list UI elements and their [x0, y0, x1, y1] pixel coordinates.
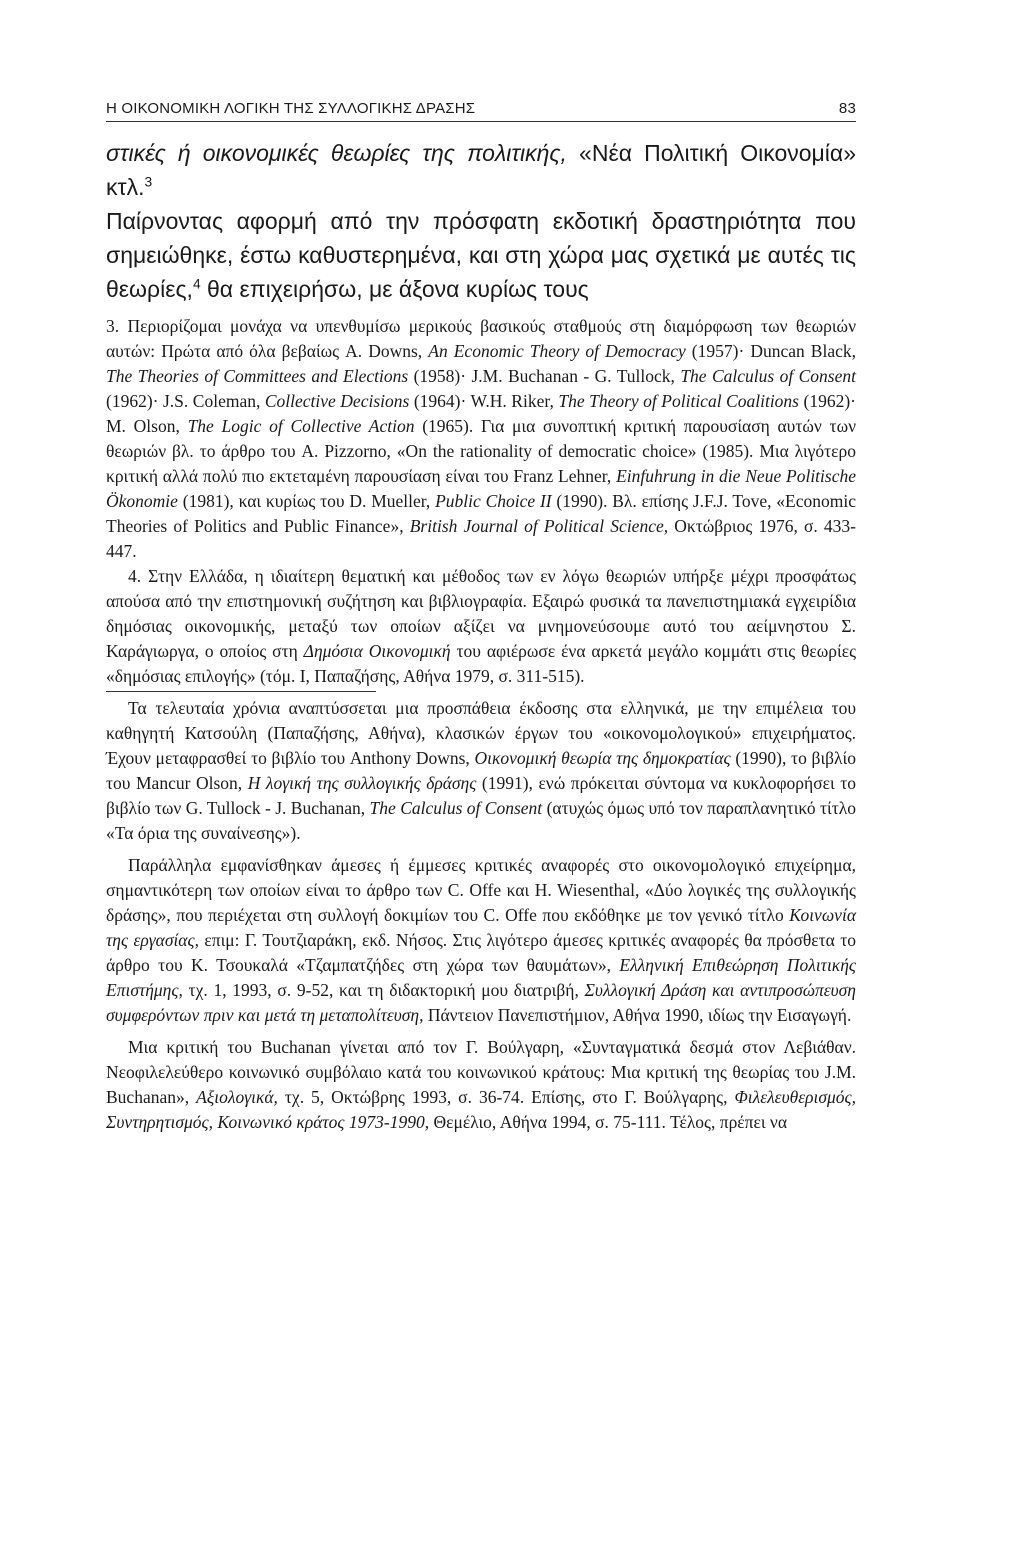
- italic-title-run: The Logic of Collective Action: [187, 416, 415, 436]
- running-head: [106, 100, 856, 122]
- footnote-3: [106, 314, 856, 564]
- italic-title-run: Collective Decisions: [264, 391, 410, 411]
- page-number: 83: [838, 100, 856, 117]
- main-p2-b: θα επιχειρήσω, με άξονα κυρίως τους: [200, 276, 589, 302]
- main-p1-italic: στικές ή οικονομικές θεωρίες της πολιτικής,: [106, 140, 567, 166]
- text-run: (1981), και κυρίως του D. Mueller,: [177, 491, 436, 511]
- text-run: (1965). Για μια συνοπτική κριτική παρουσίαση αυτών των θεωριών βλ. το άρθρο του A. Pizzorno, «On the rationality of democratic choice» (1985). Μια λιγότερο κριτική αλλά πολύ πιο εκτεταμένη παρουσίαση είναι του Franz Lehner,: [106, 416, 856, 486]
- text-run: (1962)· J.S. Coleman,: [106, 391, 265, 411]
- main-text: [106, 136, 856, 306]
- text-run: (1957)· Duncan Black,: [685, 341, 856, 361]
- text-run: (1964)· W.H. Riker,: [409, 391, 559, 411]
- italic-title-run: Αξιολογικά,: [196, 1087, 278, 1107]
- text-run: (ατυχώς όμως υπό τον παραπλανητικό τίτλο «Τα όρια της συναίνεσης»).: [106, 798, 856, 843]
- text-run: (1990), το βιβλίο του Mancur Olson,: [106, 748, 856, 793]
- text-run: (1962)· M. Olson,: [106, 391, 856, 436]
- footnote-critiques: [106, 853, 856, 1028]
- text-run: (1958)· J.M. Buchanan - G. Tullock,: [408, 366, 681, 386]
- main-p1-rest: «Νέα Πολιτική Οικονομία» κτλ.: [106, 140, 856, 200]
- main-paragraph-1: [106, 136, 856, 204]
- text-run: Πάντειον Πανεπιστήμιον, Αθήνα 1990, ιδίως την Εισαγωγή.: [423, 1005, 852, 1025]
- italic-title-run: Κοινωνία της εργασίας,: [106, 905, 856, 950]
- text-run: Τα τελευταία χρόνια αναπτύσσεται μια προσπάθεια έκδοσης στα ελληνικά, με την επιμέλεια του καθηγητή Κατσούλη (Παπαζήσης, Αθήνα), κλασικών έργων του «οικονομολογικού» επιχειρήματος. Έχουν μεταφρασθεί το βιβλίο του Anthony Downs,: [106, 698, 856, 768]
- footnote-buchanan: [106, 1035, 856, 1135]
- main-p2-a: Παίρνοντας αφορμή από την πρόσφατη εκδοτική δραστηριότητα που σημειώθηκε, έστω καθυστερημένα, και στη χώρα μας σχετικά με αυτές τις θεωρίες,: [106, 208, 856, 302]
- italic-title-run: The Theory of Political Coalitions: [558, 391, 799, 411]
- italic-title-run: An Economic Theory of Democracy: [428, 341, 686, 361]
- text-run: (1991), ενώ πρόκειται σύντομα να κυκλοφορήσει το βιβλίο των G. Tullock - J. Buchanan,: [106, 773, 856, 818]
- text-run: τχ. 5, Οκτώβρης 1993, σ. 36-74. Επίσης, στο Γ. Βούλγαρης,: [277, 1087, 735, 1107]
- italic-title-run: Φιλελευθερισμός, Συντηρητισμός, Κοινωνικό κράτος 1973-1990,: [106, 1087, 856, 1132]
- text-run: Παράλληλα εμφανίσθηκαν άμεσες ή έμμεσες κριτικές αναφορές στο οικονομολογικό επιχείρημα, σημαντικότερη των οποίων είναι το άρθρο των C. Offe και H. Wiesenthal, «Δύο λογικές της συλλογικής δράσης», που περιέχεται στη συλλογή δοκιμίων του C. Offe που εκδόθηκε με τον γενικό τίτλο: [106, 855, 856, 925]
- footnote-4: [106, 564, 856, 689]
- text-run: 3. Περιορίζομαι μονάχα να υπενθυμίσω μερικούς βασικούς σταθμούς στη διαμόρφωση των θεωριών αυτών: Πρώτα από όλα βεβαίως A. Downs,: [106, 316, 856, 361]
- footnotes: [106, 314, 856, 1135]
- italic-title-run: The Theories of Committees and Elections: [106, 366, 409, 386]
- text-run: του αφιέρωσε ένα αρκετά μεγάλο κομμάτι στις θεωρίες «δημόσιας επιλογής» (τόμ. Ι, Παπαζήσης, Αθήνα 1979, σ. 311-515).: [106, 641, 857, 686]
- running-head-title: Η ΟΙΚΟΝΟΜΙΚΗ ΛΟΓΙΚΗ ΤΗΣ ΣΥΛΛΟΓΙΚΗΣ ΔΡΑΣΗΣ: [106, 100, 476, 117]
- text-run: Θεμέλιο, Αθήνα 1994, σ. 75-111. Τέλος, πρέπει να: [429, 1112, 788, 1132]
- main-paragraph-2: [106, 204, 856, 306]
- italic-title-run: Η λογική της συλλογικής δράσης: [247, 773, 477, 793]
- italic-title-run: British Journal of Political Science,: [409, 516, 669, 536]
- text-run: Οκτώβριος 1976, σ. 433-447.: [106, 516, 857, 561]
- italic-title-run: Συλλογική Δράση και αντιπροσώπευση συμφερόντων πριν και μετά τη μεταπολίτευση,: [106, 980, 856, 1025]
- footnote-ref-3[interactable]: 3: [144, 174, 153, 190]
- footnote-separator: [106, 691, 376, 692]
- text-run: Μια κριτική του Buchanan γίνεται από τον Γ. Βούλγαρη, «Συνταγματικά δεσμά στον Λεβιάθαν. Νεοφιλελεύθερο κοινωνικό συμβόλαιο κατά του κοινωνικού κράτους: Μια κριτική της θεωρίας του J.M. Buchanan»,: [106, 1037, 856, 1107]
- footnote-ref-4[interactable]: 4: [192, 276, 201, 292]
- text-run: τχ. 1, 1993, σ. 9-52, και τη διδακτορική μου διατριβή,: [182, 980, 585, 1000]
- text-run: επιμ: Γ. Τουτζιαράκη, εκδ. Νήσος. Στις λιγότερο άμεσες κριτικές αναφορές θα πρόσθετα το άρθρο του Κ. Τσουκαλά «Τζαμπατζήδες στη χώρα των θαυμάτων»,: [106, 930, 857, 975]
- italic-title-run: Public Choice II: [435, 491, 552, 511]
- italic-title-run: The Calculus of Consent: [369, 798, 543, 818]
- footnote-translations: [106, 696, 856, 846]
- text-run: (1990). Βλ. επίσης J.F.J. Tove, «Economic Theories of Politics and Public Finance»,: [106, 491, 856, 536]
- italic-title-run: Ελληνική Επιθεώρηση Πολιτικής Επιστήμης,: [106, 955, 856, 1000]
- page: [106, 100, 856, 1135]
- italic-title-run: The Calculus of Consent: [680, 366, 856, 386]
- italic-title-run: Einfuhrung in die Neue Politische Ökonomie: [106, 466, 857, 511]
- italic-title-run: Δημόσια Οικονομική: [303, 641, 451, 661]
- text-run: 4. Στην Ελλάδα, η ιδιαίτερη θεματική και μέθοδος των εν λόγω θεωριών υπήρξε μέχρι προσφάτως απούσα από την επιστημονική συζήτηση και βιβλιογραφία. Εξαιρώ φυσικά τα πανεπιστημιακά εγχειρίδια δημόσιας οικονομικής, μεταξύ των οποίων αξίζει να μνημονεύσουμε αυτό του αείμνηστου Σ. Καράγιωργα, ο οποίος στη: [106, 566, 856, 661]
- italic-title-run: Οικονομική θεωρία της δημοκρατίας: [474, 748, 731, 768]
